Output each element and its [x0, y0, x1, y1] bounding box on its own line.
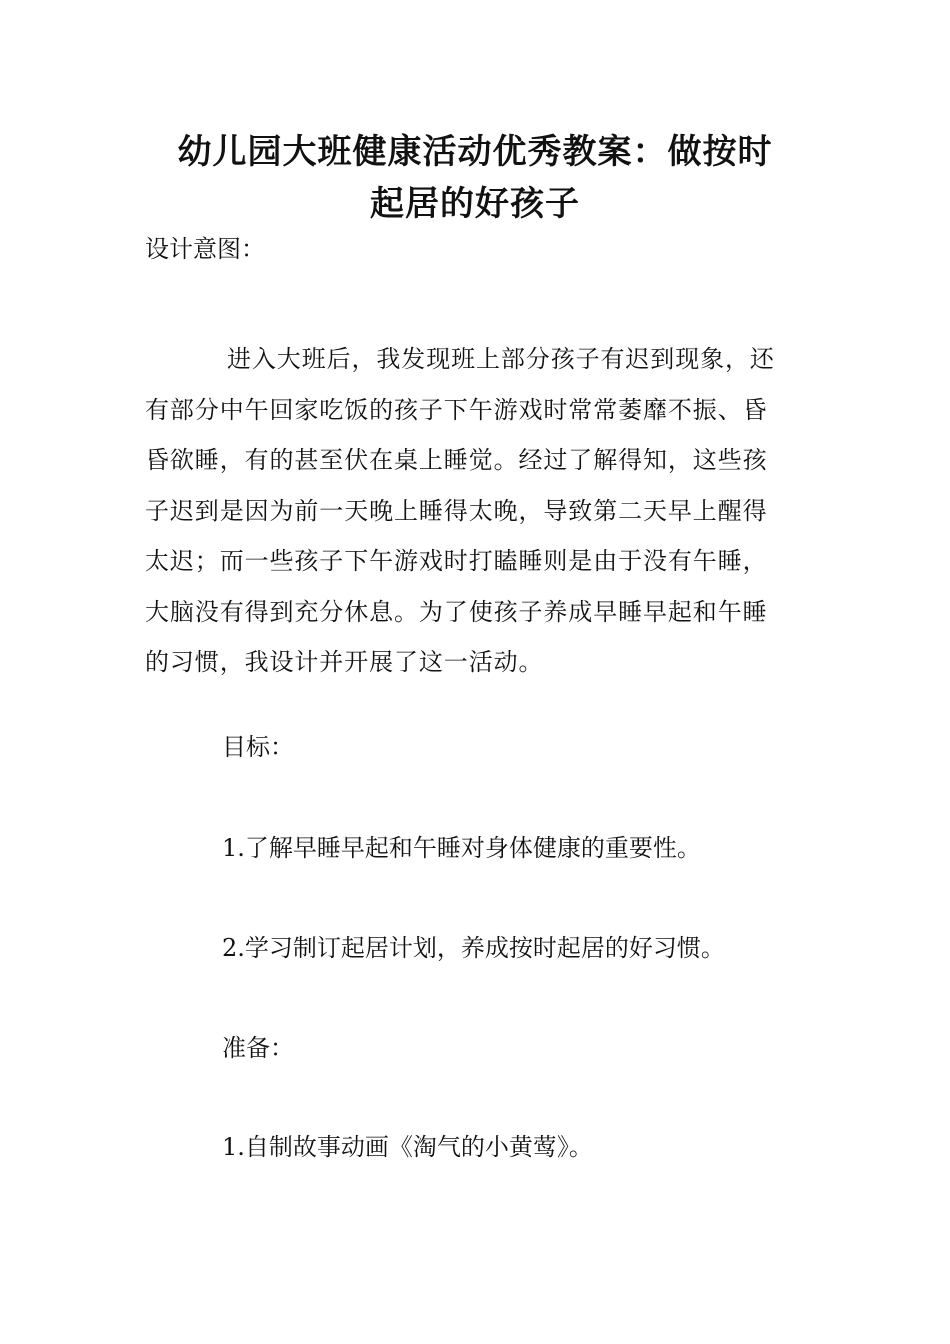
design-intent-paragraph — [145, 334, 810, 688]
paragraph-line: 的习惯，我设计并开展了这一活动。 — [145, 648, 544, 676]
paragraph-line: 太迟；而一些孩子下午游戏时打瞌睡则是由于没有午睡， — [145, 547, 768, 575]
goal-item-2: 2.学习制订起居计划，养成按时起居的好习惯。 — [222, 934, 725, 962]
paragraph-line: 有部分中午回家吃饭的孩子下午游戏时常常萎靡不振、昏 — [145, 395, 768, 424]
paragraph-line: 昏欲睡，有的甚至伏在桌上睡觉。经过了解得知，这些孩 — [145, 446, 768, 474]
goals-heading: 目标： — [222, 733, 294, 761]
design-intent-heading: 设计意图： — [145, 235, 265, 263]
preparation-item-1: 1.自制故事动画《淘气的小黄莺》。 — [222, 1133, 593, 1161]
title-line-2: 起居的好孩子 — [370, 184, 580, 224]
paragraph-line: 子迟到是因为前一天晚上睡得太晚，导致第二天早上醒得 — [145, 496, 768, 525]
document-title — [120, 126, 830, 230]
title-line-1: 幼儿园大班健康活动优秀教案：做按时 — [177, 132, 773, 172]
paragraph-line: 大脑没有得到充分休息。为了使孩子养成早睡早起和午睡 — [145, 597, 768, 626]
paragraph-line: 进入大班后，我发现班上部分孩子有迟到现象，还 — [227, 345, 775, 373]
preparation-heading: 准备： — [222, 1034, 294, 1062]
goal-item-1: 1.了解早睡早起和午睡对身体健康的重要性。 — [222, 834, 701, 862]
